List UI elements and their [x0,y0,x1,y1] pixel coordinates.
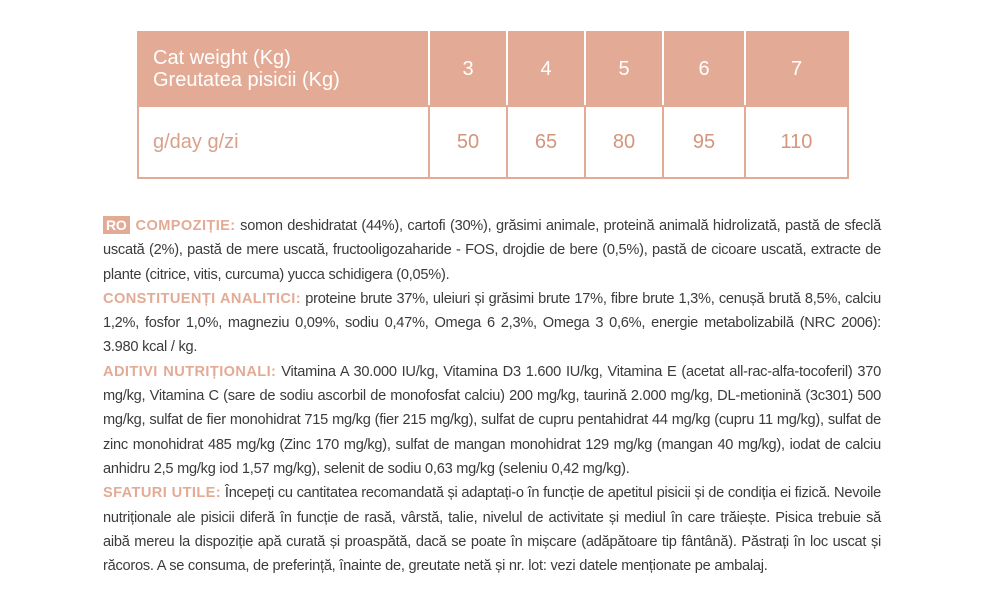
weight-cell: 6 [663,32,745,106]
analytical-heading: CONSTITUENȚI ANALITICI: [103,290,301,307]
composition-body: somon deshidratat (44%), cartofi (30%), grăsimi animale, proteină animală hidrolizată, pastă de sfeclă uscată (2%), pastă de mere uscată, fructooligozaharide - FOS, drojdie de bere (0,5%), pastă de cicoare uscată, extracte de plante (citrice, vitis, curcuma) yucca schidigera (0,05%). [103,218,881,283]
language-badge: RO [103,216,130,234]
feeding-table-header-row [138,32,848,106]
amount-cell: 80 [585,106,663,178]
weight-cell: 7 [745,32,848,106]
additives-heading: ADITIVI NUTRIȚIONALI: [103,363,277,380]
feeding-table-amount-row [138,106,848,178]
amount-cell: 50 [429,106,507,178]
analytical-paragraph [103,287,881,360]
tips-paragraph [103,481,881,578]
product-info-text [103,214,881,578]
additives-paragraph [103,360,881,481]
weight-cell: 5 [585,32,663,106]
analytical-body: proteine brute 37%, uleiuri și grăsimi brute 17%, fibre brute 1,3%, cenușă brută 8,5%, calciu 1,2%, fosfor 1,0%, magneziu 0,09%, sodiu 0,47%, Omega 6 2,3%, Omega 3 0,6%, energie metabolizabilă (NRC 2006): 3.980 kcal / kg. [103,290,881,356]
tips-heading: SFATURI UTILE: [103,485,222,502]
amount-cell: 110 [745,106,848,178]
additives-body: Vitamina A 30.000 IU/kg, Vitamina D3 1.600 IU/kg, Vitamina E (acetat all-rac-alfa-tocoferil) 370 mg/kg, Vitamina C (sare de sodiu ascorbil de monofosfat calciu) 200 mg/kg, taurină 2.000 mg/kg, DL-metionină (3c301) 500 mg/kg, sulfat de fier monohidrat 715 mg/kg (fier 215 mg/kg), sulfat de cupru pentahidrat 44 mg/kg (cupru 11 mg/kg), sulfat de zinc monohidrat 485 mg/kg (Zinc 170 mg/kg), sulfat de mangan monohidrat 129 mg/kg (mangan 40 mg/kg), iodat de calciu anhidru 2,5 mg/kg iod 1,57 mg/kg), selenit de sodiu 0,63 mg/kg (seleniu 0,42 mg/kg). [103,363,881,477]
daily-amount-label: g/day g/zi [138,106,429,178]
weight-cell: 4 [507,32,585,106]
tips-body: Începeți cu cantitatea recomandată și adaptați-o în funcție de apetitul pisicii și de condiția ei fizică. Nevoile nutriționale ale pisicii diferă în funcție de rasă, vârstă, talie, nivelul de activitate și mediul în care trăiește. Pisica trebuie să aibă mereu la dispoziție apă curată și proaspătă, dacă se poate în mișcare (adăpătoare tip fântână). Păstrați în loc uscat și răcoros. A se consuma, de preferință, înainte de, greutate netă și nr. lot: vezi datele menționate pe ambalaj. [103,485,881,575]
amount-cell: 65 [507,106,585,178]
cat-weight-header-en: Cat weight (Kg) [153,47,291,69]
cat-weight-header [138,32,429,106]
composition-paragraph [103,214,881,287]
feeding-table [137,31,849,179]
weight-cell: 3 [429,32,507,106]
cat-weight-header-ro: Greutatea pisicii (Kg) [153,69,340,91]
amount-cell: 95 [663,106,745,178]
composition-heading: COMPOZIȚIE: [135,218,236,234]
